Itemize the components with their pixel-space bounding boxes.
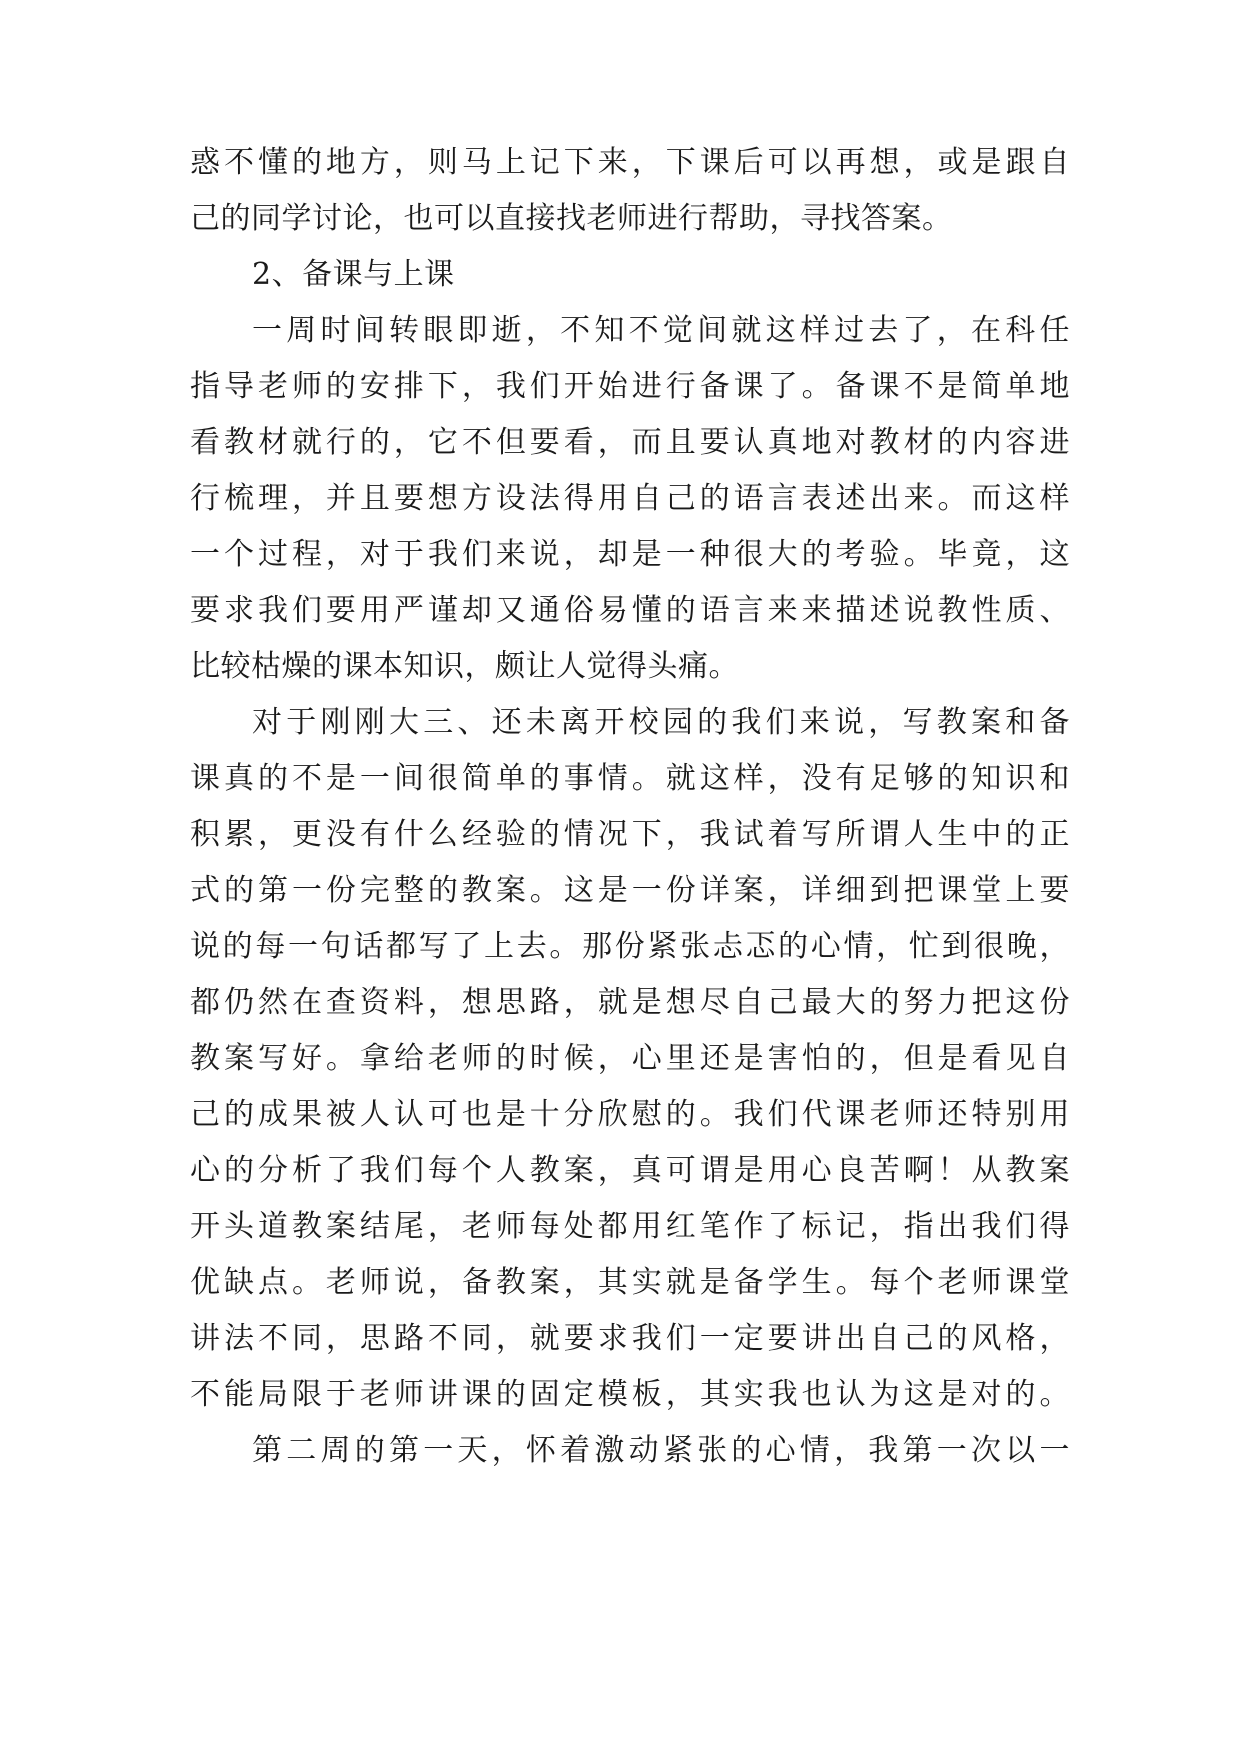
text-line: 都仍然在查资料，想思路，就是想尽自己最大的努力把这份 [190,985,1070,1020]
text-line: 教案写好。拿给老师的时候，心里还是害怕的，但是看见自 [190,1041,1070,1076]
text-line: 一个过程，对于我们来说，却是一种很大的考验。毕竟，这 [190,537,1070,572]
text-line: 积累，更没有什么经验的情况下，我试着写所谓人生中的正 [190,817,1070,852]
text-line: 惑不懂的地方，则马上记下来，下课后可以再想，或是跟自 [190,145,1070,180]
text-line: 课真的不是一间很简单的事情。就这样，没有足够的知识和 [190,761,1070,796]
text-line: 一周时间转眼即逝，不知不觉间就这样过去了，在科任 [252,313,1070,348]
text-line: 比较枯燥的课本知识，颇让人觉得头痛。 [190,649,739,684]
text-line: 讲法不同，思路不同，就要求我们一定要讲出自己的风格， [190,1321,1070,1356]
text-line: 行梳理，并且要想方设法得用自己的语言表述出来。而这样 [190,481,1070,516]
text-line: 开头道教案结尾，老师每处都用红笔作了标记，指出我们得 [190,1209,1070,1244]
text-line: 心的分析了我们每个人教案，真可谓是用心良苦啊！从教案 [190,1153,1070,1188]
text-line: 看教材就行的，它不但要看，而且要认真地对教材的内容进 [190,425,1070,460]
text-line: 优缺点。老师说，备教案，其实就是备学生。每个老师课堂 [190,1265,1070,1300]
text-line: 指导老师的安排下，我们开始进行备课了。备课不是简单地 [190,369,1070,404]
text-line: 己的同学讨论，也可以直接找老师进行帮助，寻找答案。 [190,201,953,236]
text-line: 说的每一句话都写了上去。那份紧张忐忑的心情，忙到很晚， [190,929,1070,964]
section-heading: 2、备课与上课 [252,257,455,292]
text-line: 式的第一份完整的教案。这是一份详案，详细到把课堂上要 [190,873,1070,908]
text-line: 己的成果被人认可也是十分欣慰的。我们代课老师还特别用 [190,1097,1070,1132]
text-line: 第二周的第一天，怀着激动紧张的心情，我第一次以一 [252,1433,1070,1468]
text-line: 不能局限于老师讲课的固定模板，其实我也认为这是对的。 [190,1377,1070,1412]
text-line: 要求我们要用严谨却又通俗易懂的语言来来描述说教性质、 [190,593,1070,628]
text-line: 对于刚刚大三、还未离开校园的我们来说，写教案和备 [252,705,1070,740]
